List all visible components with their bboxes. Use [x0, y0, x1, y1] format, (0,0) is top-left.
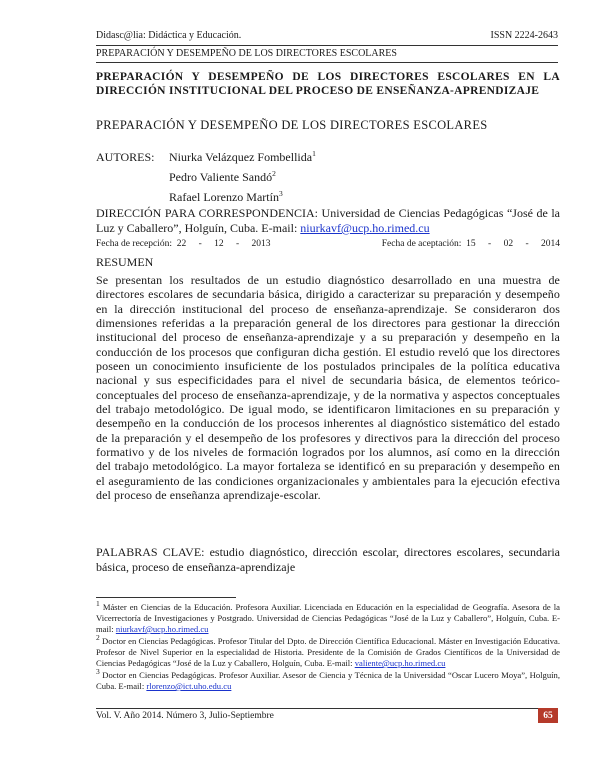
keywords: PALABRAS CLAVE: estudio diagnóstico, dirección escolar, directores escolares, secundaria básica, proceso de enseñanza-aprendizaje	[96, 545, 560, 574]
authors-block	[96, 147, 316, 207]
footnote-email-link[interactable]: valiente@ucp.ho.rimed.cu	[354, 658, 446, 668]
footnote-ref: 2	[272, 169, 276, 178]
header-rule	[96, 45, 558, 46]
accepted-value: 15 - 02 - 2014	[466, 239, 560, 249]
article-title: PREPARACIÓN Y DESEMPEÑO DE LOS DIRECTORES ESCOLARES EN LA DIRECCIÓN INSTITUCIONAL DEL PROCESO DE ENSEÑANZA-APRENDIZAJE	[96, 71, 560, 97]
received-value: 22 - 12 - 2013	[176, 239, 271, 249]
page-header	[96, 30, 558, 41]
footnote-ref: 3	[278, 189, 283, 198]
author-name: Niurka Velázquez Fombellida	[169, 150, 313, 164]
footnote-email-link[interactable]: niurkavf@ucp.ho.rimed.cu	[115, 624, 209, 634]
footnote-rule	[96, 597, 236, 598]
author-name: Rafael Lorenzo Martín	[169, 190, 279, 204]
running-title: PREPARACIÓN Y DESEMPEÑO DE LOS DIRECTORES ESCOLARES	[96, 48, 397, 59]
issue-info: Vol. V. Año 2014. Número 3, Julio-Septiembre	[96, 711, 274, 721]
footnote-ref: 1	[312, 149, 316, 158]
page-number: 65	[538, 708, 558, 723]
header-rule-bottom	[96, 62, 558, 63]
received-date: Fecha de recepción: 22 - 12 - 2013	[96, 239, 271, 249]
dates-row	[96, 239, 560, 249]
accepted-date: Fecha de aceptación: 15 - 02 - 2014	[381, 239, 560, 249]
correspondence-text: DIRECCIÓN PARA CORRESPONDENCIA: Universidad de Ciencias Pedagógicas “José de la Luz y Caballero”, Holguín, Cuba. E-mail:	[96, 206, 560, 235]
article-subtitle: PREPARACIÓN Y DESEMPEÑO DE LOS DIRECTORES ESCOLARES	[96, 118, 488, 132]
abstract-text: Se presentan los resultados de un estudio diagnóstico desarrollado en una muestra de directores escolares de secundaria básica, dirigido a caracterizar su preparación y desempeño en la dirección institucional del proceso de enseñanza-aprendizaje. Se consideraron dos dimensiones referidas a la preparación general de los directores para gestionar la dirección institucional del proceso de enseñanza-aprendizaje y a su preparación y desempeño en la conducción de los procesos que configuran dicha gestión. El estudio reveló que los directores poseen un conocimiento insuficiente de los postulados principales de la política educativa nacional y sus especificidades para el nivel de secundaria básica, de elementos teórico-conceptuales del proceso de enseñanza-aprendizaje, y de la normativa y aspectos conceptuales del trabajo metodológico. De igual modo, se identificaron limitaciones en su preparación y desempeño en la conducción de los procesos inherentes al diagnóstico sistemático del estado de la preparación y el desempeño de los profesores y directivos para la dirección del proceso formativo y de los niveles de formación logrados por los alumnos, así como en la dirección del trabajo metodológico. La mayor fortaleza se identificó en su preparación y desempeño en el aseguramiento de las condiciones organizacionales y ambientales para la ejecución efectiva del proceso de enseñanza aprendizaje-escolar.	[96, 273, 560, 503]
footnote-1: $^1$ Máster en Ciencias de la Educación. Profesora Auxiliar. Licenciada en Educación en la especialidad de Geografía. Asesora de la Vicerrectoría de Investigaciones y Postgrado. Universidad de Ciencias Pedagógicas “José de la Luz y Caballero”, Holguín, Cuba. E-mail: niurkavf@ucp.ho.rimed.cu	[96, 599, 560, 634]
correspondence	[96, 206, 560, 236]
footnotes	[96, 599, 560, 693]
issn: ISSN 2224-2643	[490, 30, 558, 41]
footnote-email-link[interactable]: rlorenzo@ict.uho.edu.cu	[146, 681, 232, 691]
footnote-2: $^2$ Doctor en Ciencias Pedagógicas. Profesor Titular del Dpto. de Dirección Científica Educacional. Máster en Investigación Educativa. Profesor de Nivel Superior en la especialidad de Historia. Presidente de la Comisión de Grados Científicos de la Universidad de Ciencias Pedagógicas “José de la Luz y Caballero, Holguín, Cuba. E-mail: valiente@ucp.ho.rimed.cu	[96, 633, 560, 668]
footer-rule	[96, 708, 558, 709]
author-name: Pedro Valiente Sandó	[169, 170, 273, 184]
authors-label: AUTORES:	[96, 150, 155, 164]
footnote-3: $^3$ Doctor en Ciencias Pedagógicas. Profesor Auxiliar. Asesor de Ciencia y Técnica de la Universidad “Oscar Lucero Moya”, Holguín, Cuba. E-mail: rlorenzo@ict.uho.edu.cu	[96, 667, 560, 691]
correspondence-email-link[interactable]: niurkavf@ucp.ho.rimed.cu	[300, 221, 430, 235]
journal-name: Didasc@lia: Didáctica y Educación.	[96, 30, 242, 41]
abstract-heading: RESUMEN	[96, 255, 154, 269]
